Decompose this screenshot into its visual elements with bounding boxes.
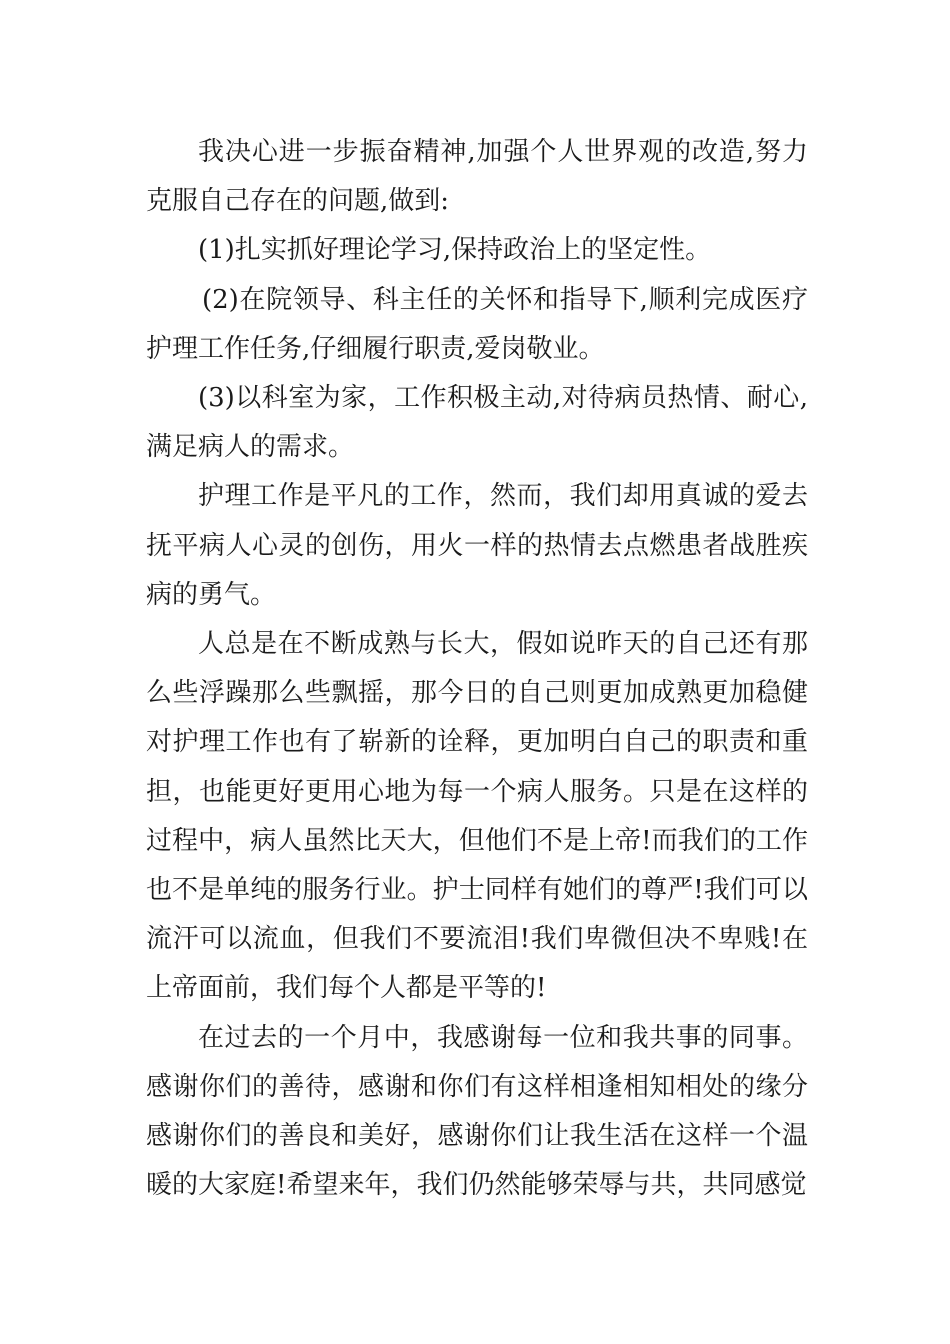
paragraph-thanks: 在过去的一个月中，我感谢每一位和我共事的同事。感谢你们的善待，感谢和你们有这样相逢相知相处的缘分感谢你们的善良和美好，感谢你们让我生活在这样一个温暖的大家庭!希望来年，我们仍然能够荣辱与共，共同感觉 (146, 1022, 808, 1201)
paragraph-item-1: (1)扎实抓好理论学习,保持政治上的坚定性。 (198, 235, 712, 266)
paragraph-growth: 人总是在不断成熟与长大，假如说昨天的自己还有那么些浮躁那么些飘摇，那今日的自己则更加成熟更加稳健对护理工作也有了崭新的诠释，更加明白自己的职责和重担，也能更好更用心地为每一个病人服务。只是在这样的过程中，病人虽然比天大，但他们不是上帝!而我们的工作也不是单纯的服务行业。护士同样有她们的尊严!我们可以流汗可以流血，但我们不要流泪!我们卑微但决不卑贱!在上帝面前，我们每个人都是平等的! (146, 629, 808, 1004)
document-body (146, 128, 808, 1210)
paragraph-item-2: (2)在院领导、科主任的关怀和指导下,顺利完成医疗护理工作任务,仔细履行职责,爱岗敬业。 (146, 284, 808, 364)
paragraph-item-3: (3)以科室为家，工作积极主动,对待病员热情、耐心,满足病人的需求。 (146, 383, 808, 463)
paragraph-nursing-work: 护理工作是平凡的工作，然而，我们却用真诚的爱去抚平病人心灵的创伤，用火一样的热情去点燃患者战胜疾病的勇气。 (146, 481, 808, 610)
paragraph-resolution: 我决心进一步振奋精神,加强个人世界观的改造,努力克服自己存在的问题,做到: (146, 137, 808, 217)
